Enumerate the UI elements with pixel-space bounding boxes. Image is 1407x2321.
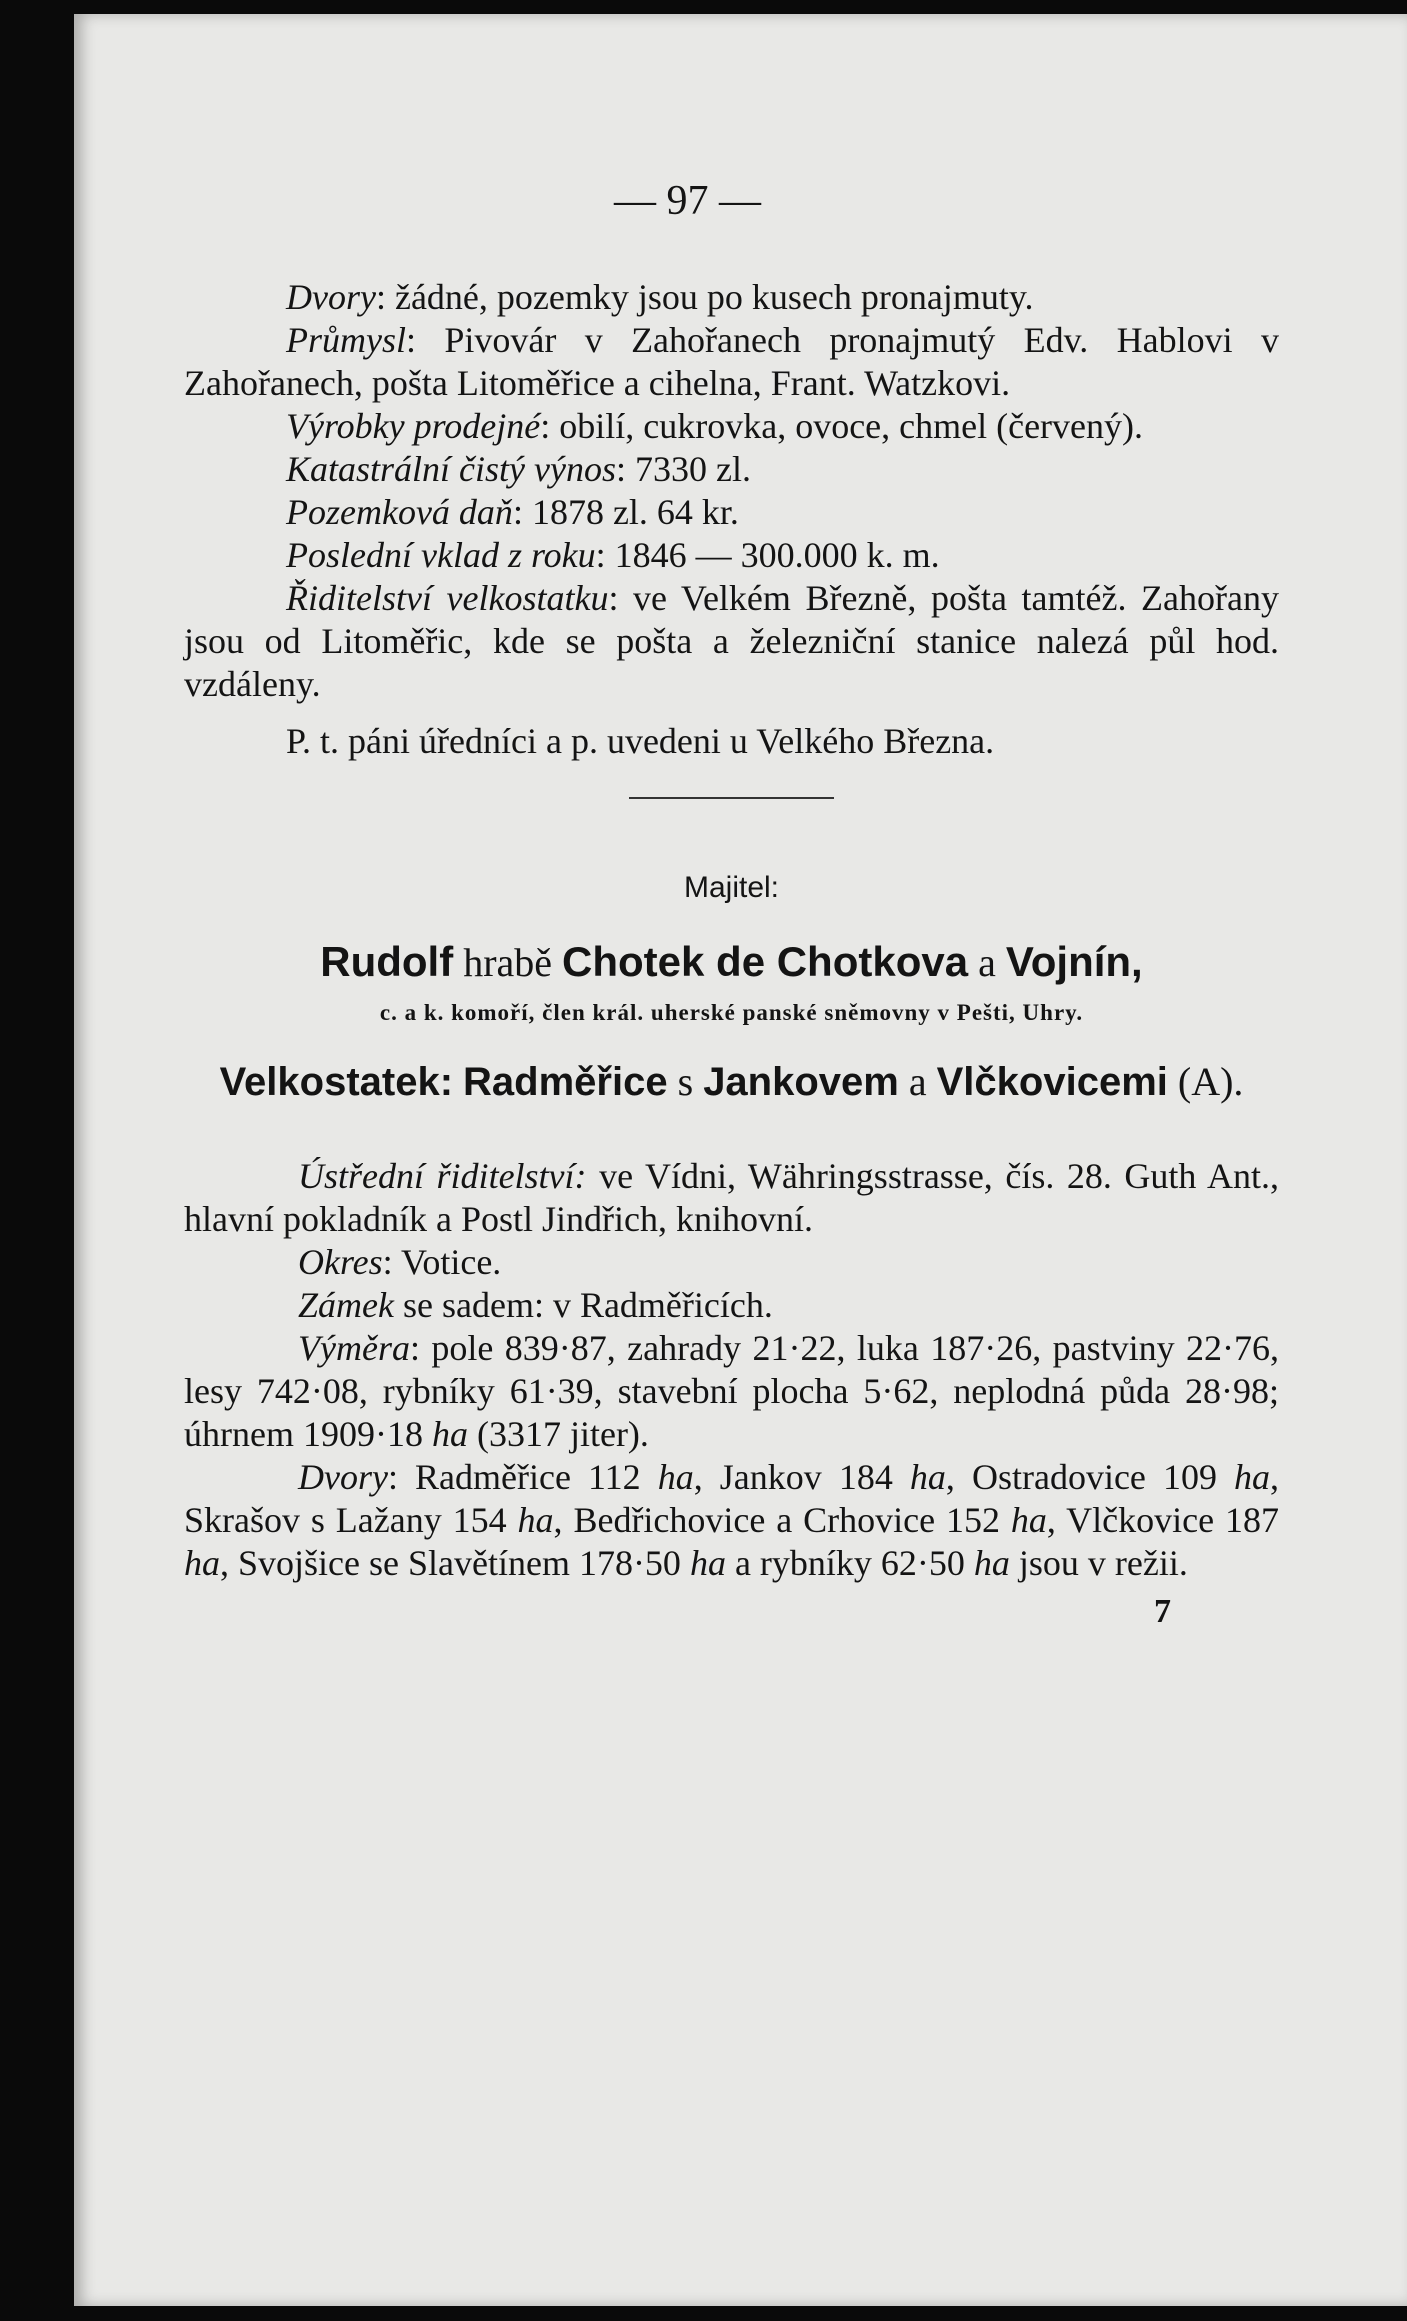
paragraph-vyrobky: Výrobky prodejné: obilí, cukrovka, ovoce, chmel (červený). [286,406,1144,446]
paragraph-reditelstvi: Řiditelství velkostatku: ve Velkém Březně, pošta tamtéž. Zahořany jsou od Litoměřic, kde se pošta a železniční stanice nalezá půl hod. vzdáleny. [184,578,1279,704]
paragraph-dan: Pozemková daň: 1878 zl. 64 kr. [286,492,739,532]
paragraph-pt: P. t. páni úředníci a p. uvedeni u Velkého Března. [286,721,995,761]
label-vklad: Poslední vklad z roku [286,535,596,575]
paragraph-dvory: Dvory: žádné, pozemky jsou po kusech pronajmuty. [286,277,1034,317]
owner-titles: c. a k. komoří, člen král. uherské panské sněmovny v Pešti, Uhry. [379,1000,1084,1025]
label-vyrobky: Výrobky prodejné [286,406,541,446]
label-ustredni: Ústřední řiditelství: [298,1156,587,1196]
paragraph-dvory-2: Dvory: Radměřice 112 ha, Jankov 184 ha, Ostradovice 109 ha, Skrašov s Lažany 154 ha, Bedřichovice a Crhovice 152 ha, Vlčkovice 187 ha, Svojšice se Slavětínem 178·50 ha a rybníky 62·50 ha jsou v režii. [184,1457,1280,1583]
owner-family-name: Chotek de Chotkova [562,938,969,985]
label-dan: Pozemková daň [286,492,513,532]
label-reditelstvi: Řiditelství velkostatku [286,578,609,618]
label-zamek: Zámek [298,1285,394,1325]
paragraph-prumysl: Průmysl: Pivovár v Zahořanech pronajmutý Edv. Hablovi v Zahořanech, pošta Litoměřice a cihelna, Frant. Watzkovi. [184,320,1279,403]
signature-mark: 7 [1154,1593,1171,1630]
owner-label: Majitel: [683,871,780,904]
page-number: — 97 — [614,178,761,224]
section-divider [629,797,834,799]
label-dvory: Dvory [286,277,376,317]
owner-first-name: Rudolf [320,938,454,985]
paragraph-zamek: Zámek se sadem: v Radměřicích. [298,1285,773,1325]
paragraph-okres: Okres: Votice. [298,1242,502,1282]
owner-name: Rudolf hrabě Chotek de Chotkova a Vojnín, [320,938,1143,985]
owner-place: Vojnín, [1005,938,1143,985]
document-page [74,14,1407,2306]
estate-heading: Velkostatek: Radměřice s Jankovem a Vlčkovicemi (A). [219,1059,1244,1104]
label-katastr: Katastrální čistý výnos [286,449,616,489]
page-body [184,276,1279,1631]
label-dvory-2: Dvory [298,1457,388,1497]
label-okres: Okres [298,1242,383,1282]
label-vymera: Výměra [298,1328,410,1368]
paragraph-ustredni: Ústřední řiditelství: ve Vídni, Währingsstrasse, čís. 28. Guth Ant., hlavní pokladník a Postl Jindřich, knihovní. [184,1156,1279,1239]
paragraph-vymera: Výměra: pole 839·87, zahrady 21·22, luka 187·26, pastviny 22·76, lesy 742·08, rybníky 61·39, stavební plocha 5·62, neplodná půda 28·98; úhrnem 1909·18 ha (3317 jiter). [184,1328,1279,1454]
paragraph-katastr: Katastrální čistý výnos: 7330 zl. [286,449,751,489]
paragraph-vklad: Poslední vklad z roku: 1846 — 300.000 k. m. [286,535,940,575]
label-prumysl: Průmysl [286,320,406,360]
